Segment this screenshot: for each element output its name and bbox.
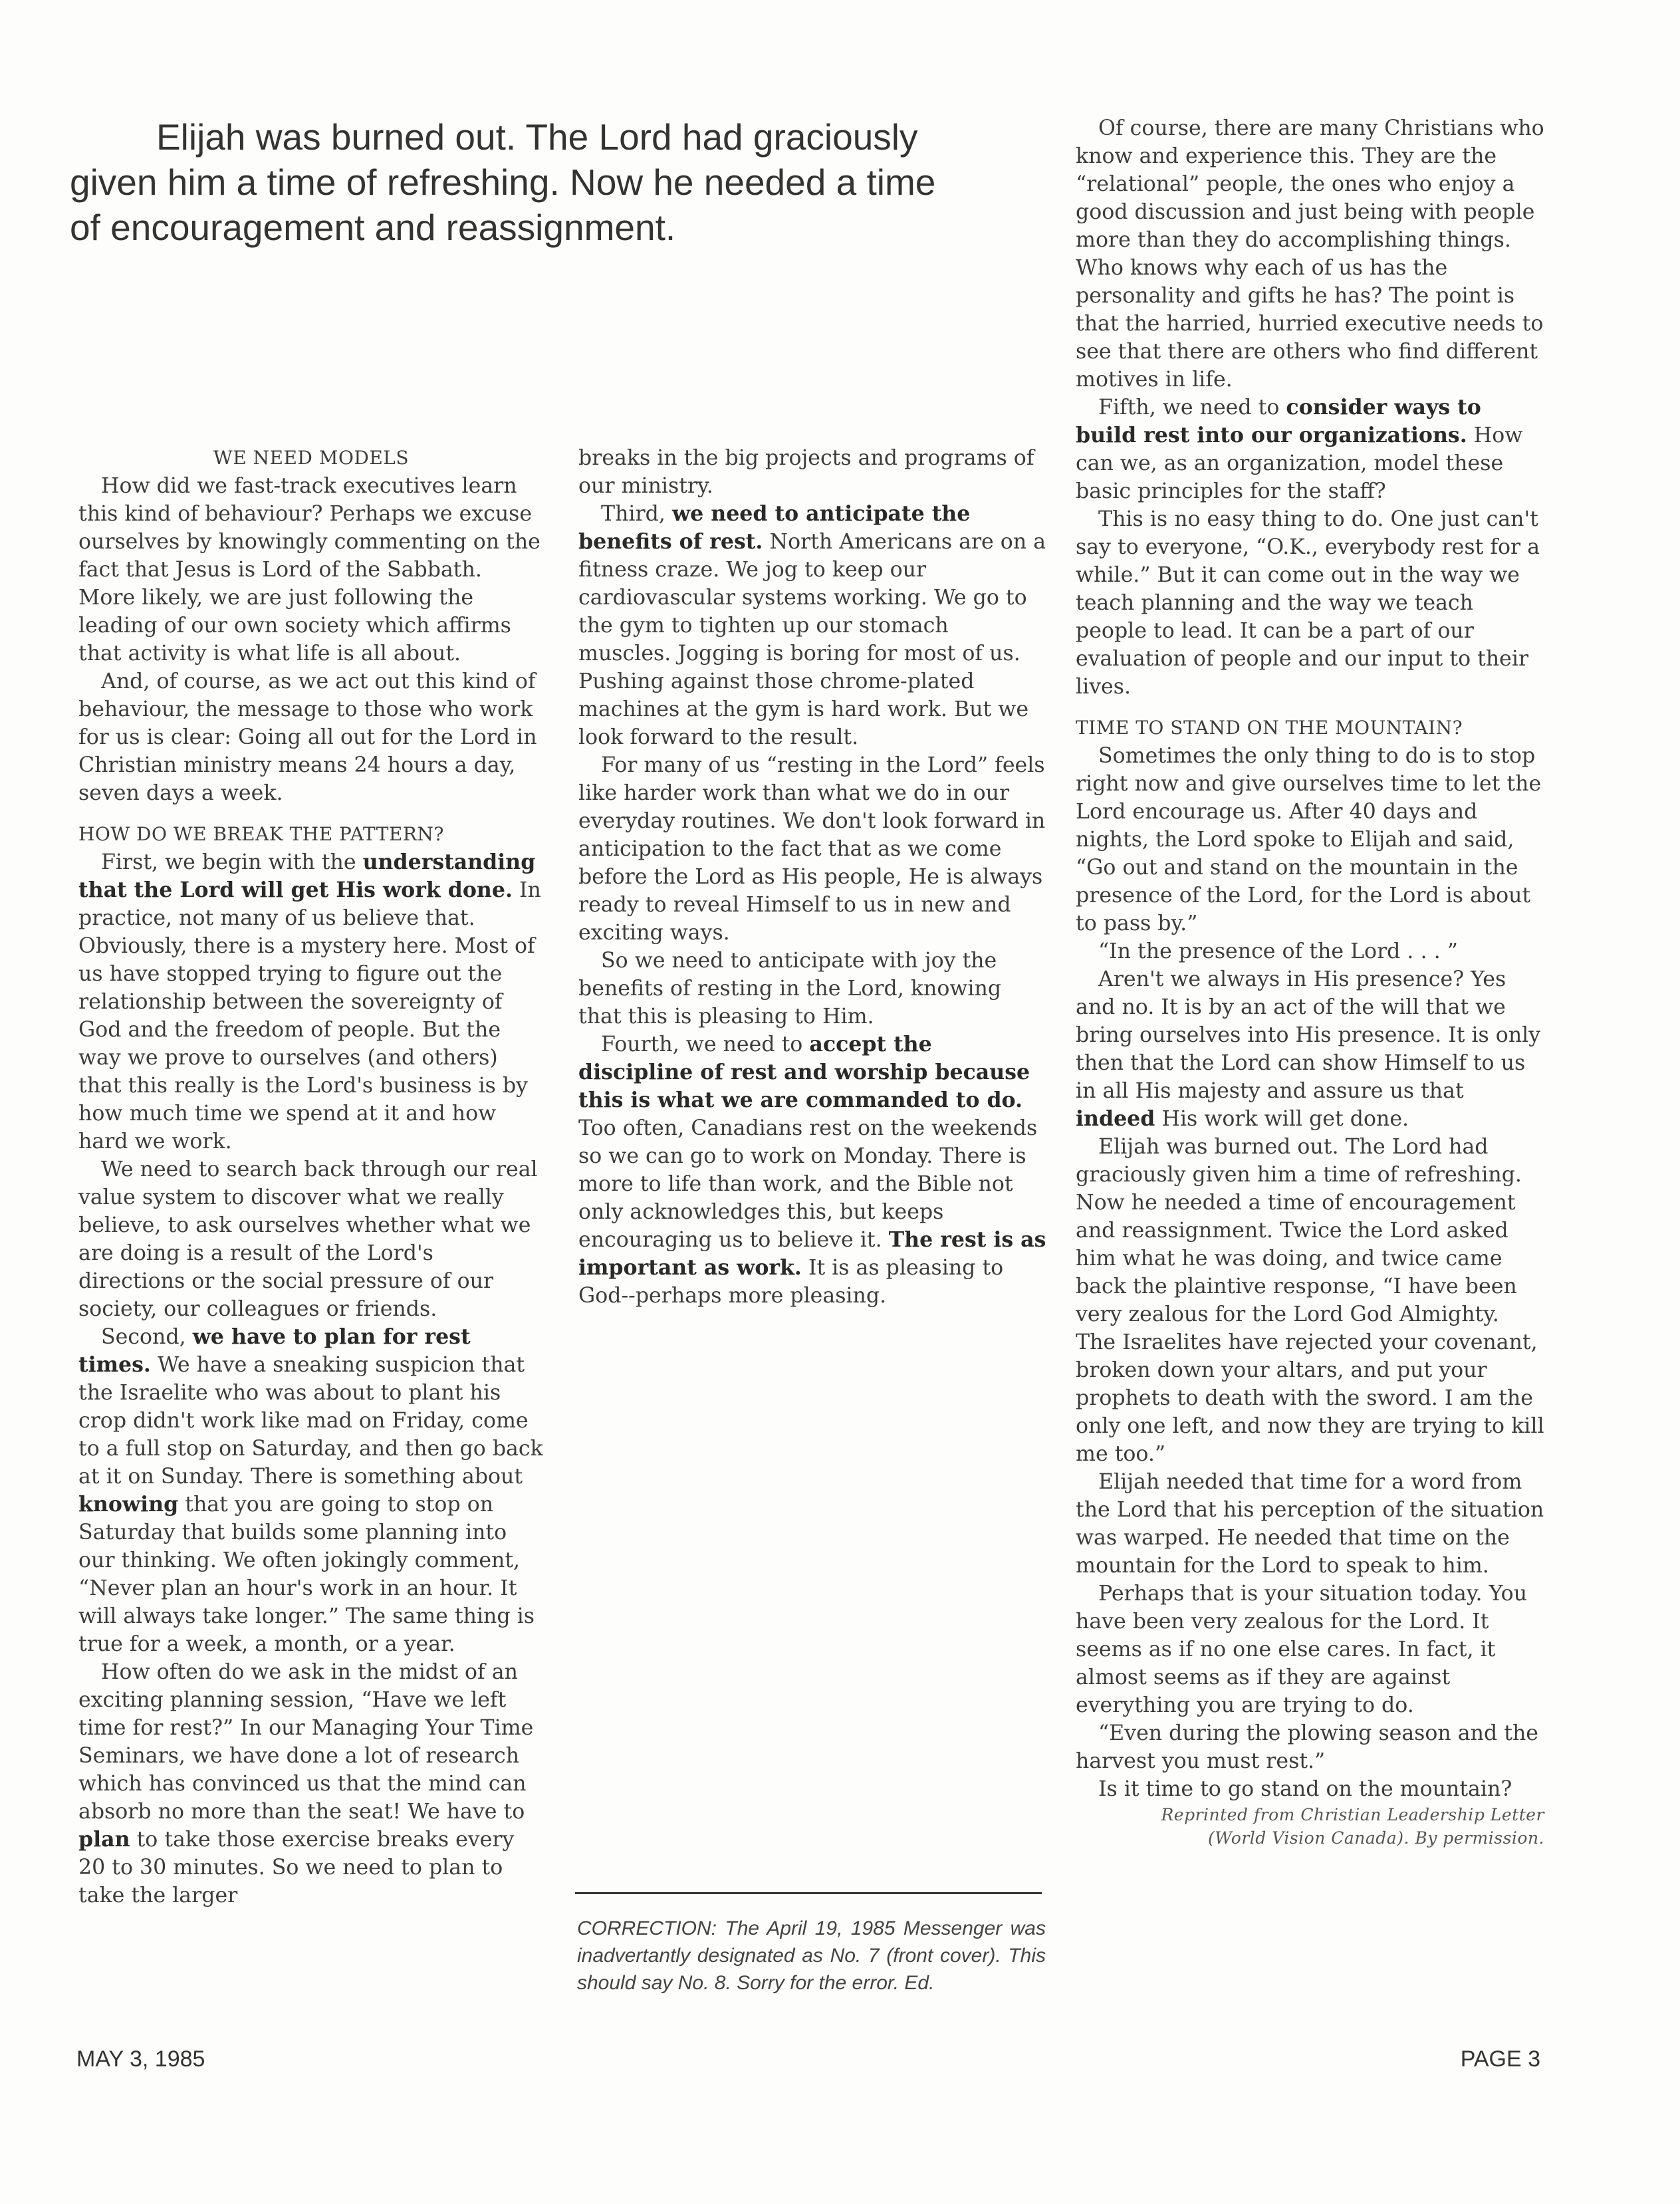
- section-heading: WE NEED MODELS: [213, 447, 410, 469]
- paragraph: Fourth, we need to accept the discipline of rest and worship because this is what we are commanded to do. Too often, Canadians rest on the weekends so we can go to work on Monday. There is more to life than work, and the Bible not only acknowledges this, but keeps encouraging us to believe it. The rest is as important as work. It is as pleasing to God--perhaps more pleasing.: [578, 1032, 1046, 1308]
- paragraph: Of course, there are many Christians who know and experience this. They are the “relational” people, the ones who enjoy a good discussion and just being with people more than they do accomplishing things. Who knows why each of us has the personality and gifts he has? The point is that the harried, hurried executive needs to see that there are others who find different motives in life.: [1076, 116, 1544, 392]
- divider-rule: [575, 1892, 1042, 1894]
- paragraph: How did we fast-track executives learn this kind of behaviour? Perhaps we excuse ourselves by knowingly commenting on the fact that Jesus is Lord of the Sabbath. More likely, we are just following the leading of our own society which affirms that activity is what life is all about.: [78, 474, 540, 666]
- paragraph: For many of us “resting in the Lord” feels like harder work than what we do in our everyday routines. We don't look forward in anticipation to the fact that as we come before the Lord as His people, He is always ready to reveal Himself to us in new and exciting ways.: [578, 753, 1046, 945]
- reprint-credit: [1076, 1803, 1544, 1850]
- pull-quote-line: Elijah was burned out. The Lord had graciously: [156, 116, 918, 158]
- emphasis: plan: [78, 1827, 130, 1852]
- pull-quote-line: of encouragement and reassignment.: [70, 207, 676, 248]
- emphasis: knowing: [78, 1492, 179, 1517]
- paragraph: This is no easy thing to do. One just can't say to everyone, “O.K., everybody rest for a while.” But it can come out in the way we teach planning and the way we teach people to lead. It can be a part of our evaluation of people and our input to their lives.: [1076, 507, 1540, 699]
- correction-notice: CORRECTION: The April 19, 1985 Messenger was inadvertantly designated as No. 7 (front cover). This should say No. 8. Sorry for the error. Ed.: [577, 1917, 1046, 1994]
- paragraph: Aren't we always in His presence? Yes and no. It is by an act of the will that we bring ourselves into His presence. It is only then that the Lord can show Himself to us in all His majesty and assure us that indeed His work will get done.: [1076, 967, 1541, 1131]
- paragraph: So we need to anticipate with joy the benefits of resting in the Lord, knowing that this is pleasing to Him.: [578, 949, 1002, 1029]
- paragraph: Perhaps that is your situation today. You have been very zealous for the Lord. It seems as if no one else cares. In fact, it almost seems as if they are against everything you are trying to do.: [1076, 1582, 1528, 1717]
- emphasis: consider ways to build rest into our organizations.: [1076, 395, 1481, 447]
- paragraph: We need to search back through our real value system to discover what we really believe, to ask ourselves whether what we are doing is a result of the Lord's directions or the social pressure of our society, our colleagues or friends.: [78, 1158, 538, 1321]
- paragraph: Second, we have to plan for rest times. We have a sneaking suspicion that the Israelite who was about to plant his crop didn't work like mad on Friday, come to a full stop on Saturday, and then go back at it on Sunday. There is something about knowing that you are going to stop on Saturday that builds some planning into our thinking. We often jokingly comment, “Never plan an hour's work in an hour. It will always take longer.” The same thing is true for a week, a month, or a year.: [78, 1324, 543, 1656]
- emphasis: indeed: [1076, 1106, 1155, 1131]
- article-column-2: [578, 444, 1047, 1310]
- emphasis: accept the discipline of rest and worship because this is what we are commanded to do.: [578, 1032, 1030, 1112]
- paragraph: Third, we need to anticipate the benefits of rest. North Americans are on a fitness craze. We jog to keep our cardiovascular systems working. We go to the gym to tighten up our stomach muscles. Jogging is boring for most of us. Pushing against those chrome-plated machines at the gym is hard work. But we look forward to the result.: [578, 501, 1046, 749]
- credit-line: (World Vision Canada). By permission.: [1208, 1828, 1544, 1848]
- paragraph: Elijah was burned out. The Lord had graciously given him a time of refreshing. Now he needed a time of encouragement and reassignment. Twice the Lord asked him what he was doing, and twice came back the plaintive response, “I have been very zealous for the Lord God Almighty. The Israelites have rejected your covenant, broken down your altars, and put your prophets to death with the sword. I am the only one left, and now they are trying to kill me too.”: [1076, 1135, 1544, 1466]
- paragraph: breaks in the big projects and programs of our ministry.: [578, 446, 1034, 498]
- article-column-3: [1076, 114, 1544, 1850]
- article-column-1: [78, 444, 544, 1909]
- paragraph: Sometimes the only thing to do is to stop right now and give ourselves time to let the Lord encourage us. After 40 days and nights, the Lord spoke to Elijah and said, “Go out and stand on the mountain in the presence of the Lord, for the Lord is about to pass by.”: [1076, 744, 1542, 935]
- emphasis: we have to plan for rest times.: [78, 1324, 471, 1377]
- paragraph: First, we begin with the understanding that the Lord will get His work done. In practice, not many of us believe that. Obviously, there is a mystery here. Most of us have stopped trying to figure out the relationship between the sovereignty of God and the freedom of people. But the way we prove to ourselves (and others) that this really is the Lord's business is by how much time we spend at it and how hard we work.: [78, 850, 541, 1154]
- footer-date: MAY 3, 1985: [76, 2046, 205, 2072]
- section-heading: TIME TO STAND ON THE MOUNTAIN?: [1076, 717, 1463, 739]
- emphasis: understanding that the Lord will get His work done.: [78, 850, 536, 902]
- paragraph: “Even during the plowing season and the harvest you must rest.”: [1076, 1721, 1539, 1773]
- emphasis: we need to anticipate the benefits of rest.: [578, 501, 971, 554]
- section-heading: HOW DO WE BREAK THE PATTERN?: [78, 823, 444, 845]
- paragraph: Fifth, we need to consider ways to build rest into our organizations. How can we, as an organization, model these basic principles for the staff?: [1076, 395, 1523, 503]
- footer-page-number: PAGE 3: [1460, 2046, 1540, 2072]
- paragraph: How often do we ask in the midst of an exciting planning session, “Have we left time for rest?” In our Managing Your Time Seminars, we have done a lot of research which has convinced us that the mind can absorb no more than the seat! We have to plan to take those exercise breaks every 20 to 30 minutes. So we need to plan to take the larger: [78, 1660, 534, 1907]
- pull-quote-line: given him a time of refreshing. Now he needed a time: [70, 162, 936, 203]
- paragraph: Is it time to go stand on the mountain?: [1098, 1777, 1512, 1801]
- credit-line: Reprinted from Christian Leadership Letter: [1161, 1805, 1544, 1824]
- emphasis: The rest is as important as work.: [578, 1227, 1046, 1280]
- paragraph: And, of course, as we act out this kind of behaviour, the message to those who work for us is clear: Going all out for the Lord in Christian ministry means 24 hours a day, seven days a week.: [78, 670, 537, 805]
- paragraph: Elijah needed that time for a word from the Lord that his perception of the situation was warped. He needed that time on the mountain for the Lord to speak to him.: [1076, 1470, 1544, 1578]
- paragraph: “In the presence of the Lord . . . ”: [1098, 939, 1458, 963]
- pull-quote: [70, 114, 1040, 250]
